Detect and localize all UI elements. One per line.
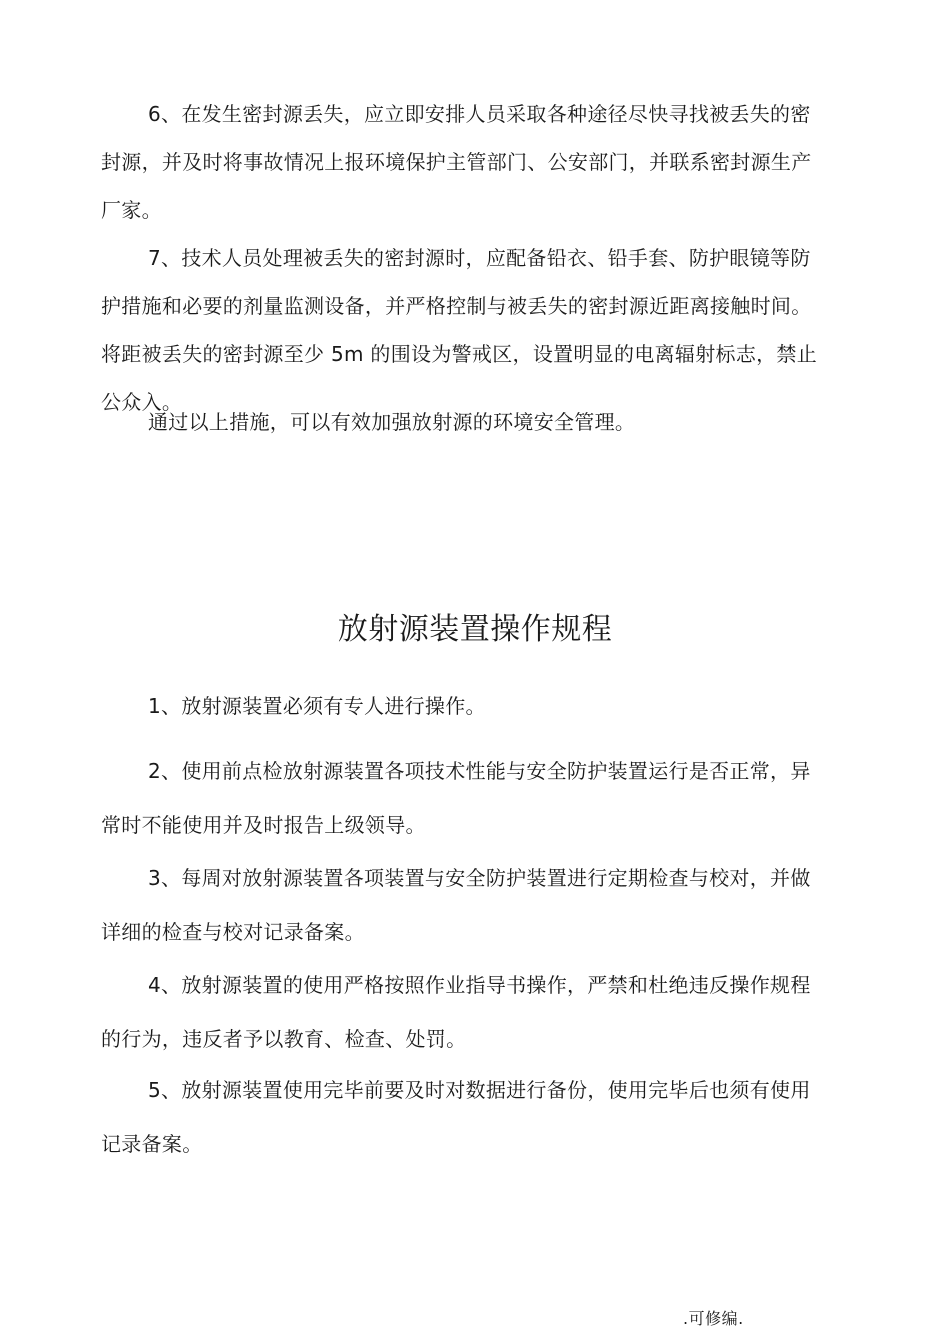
paragraph-item-7 [101, 234, 853, 426]
paragraph-item-6 [101, 90, 853, 234]
text-line: 厂家。 [101, 198, 162, 222]
paragraph-summary [101, 406, 853, 438]
rule-item-1 [101, 690, 853, 722]
rule-item-4 [101, 958, 853, 1066]
text-line: 7、技术人员处理被丢失的密封源时，应配备铅衣、铅手套、防护眼镜等防 [148, 246, 811, 270]
text-line: 通过以上措施，可以有效加强放射源的环境安全管理。 [148, 410, 636, 434]
rule-item-2 [101, 744, 853, 852]
text-line: 4、放射源装置的使用严格按照作业指导书操作，严禁和杜绝违反操作规程 [148, 973, 811, 997]
text-line: 详细的检查与校对记录备案。 [101, 920, 365, 944]
text-line: 的行为，违反者予以教育、检查、处罚。 [101, 1027, 467, 1051]
footer-note: .可修编. [683, 1309, 744, 1328]
text-line: 1、放射源装置必须有专人进行操作。 [148, 694, 486, 718]
rule-item-3 [101, 851, 853, 959]
text-line: 护措施和必要的剂量监测设备，并严格控制与被丢失的密封源近距离接触时间。 [101, 294, 812, 318]
text-line: 2、使用前点检放射源装置各项技术性能与安全防护装置运行是否正常，异 [148, 759, 811, 783]
text-line: 记录备案。 [101, 1132, 203, 1156]
section-title: 放射源装置操作规程 [337, 612, 613, 647]
text-line: 公众入。 [101, 390, 183, 414]
text-line: 常时不能使用并及时报告上级领导。 [101, 813, 426, 837]
rule-item-5 [101, 1063, 853, 1171]
text-line: 3、每周对放射源装置各项装置与安全防护装置进行定期检查与校对，并做 [148, 866, 811, 890]
text-line: 将距被丢失的密封源至少 5m 的围设为警戒区，设置明显的电离辐射标志，禁止 [101, 342, 818, 366]
text-line: 封源，并及时将事故情况上报环境保护主管部门、公安部门，并联系密封源生产 [101, 150, 812, 174]
text-line: 5、放射源装置使用完毕前要及时对数据进行备份，使用完毕后也须有使用 [148, 1078, 811, 1102]
text-line: 6、在发生密封源丢失，应立即安排人员采取各种途径尽快寻找被丢失的密 [148, 102, 811, 126]
